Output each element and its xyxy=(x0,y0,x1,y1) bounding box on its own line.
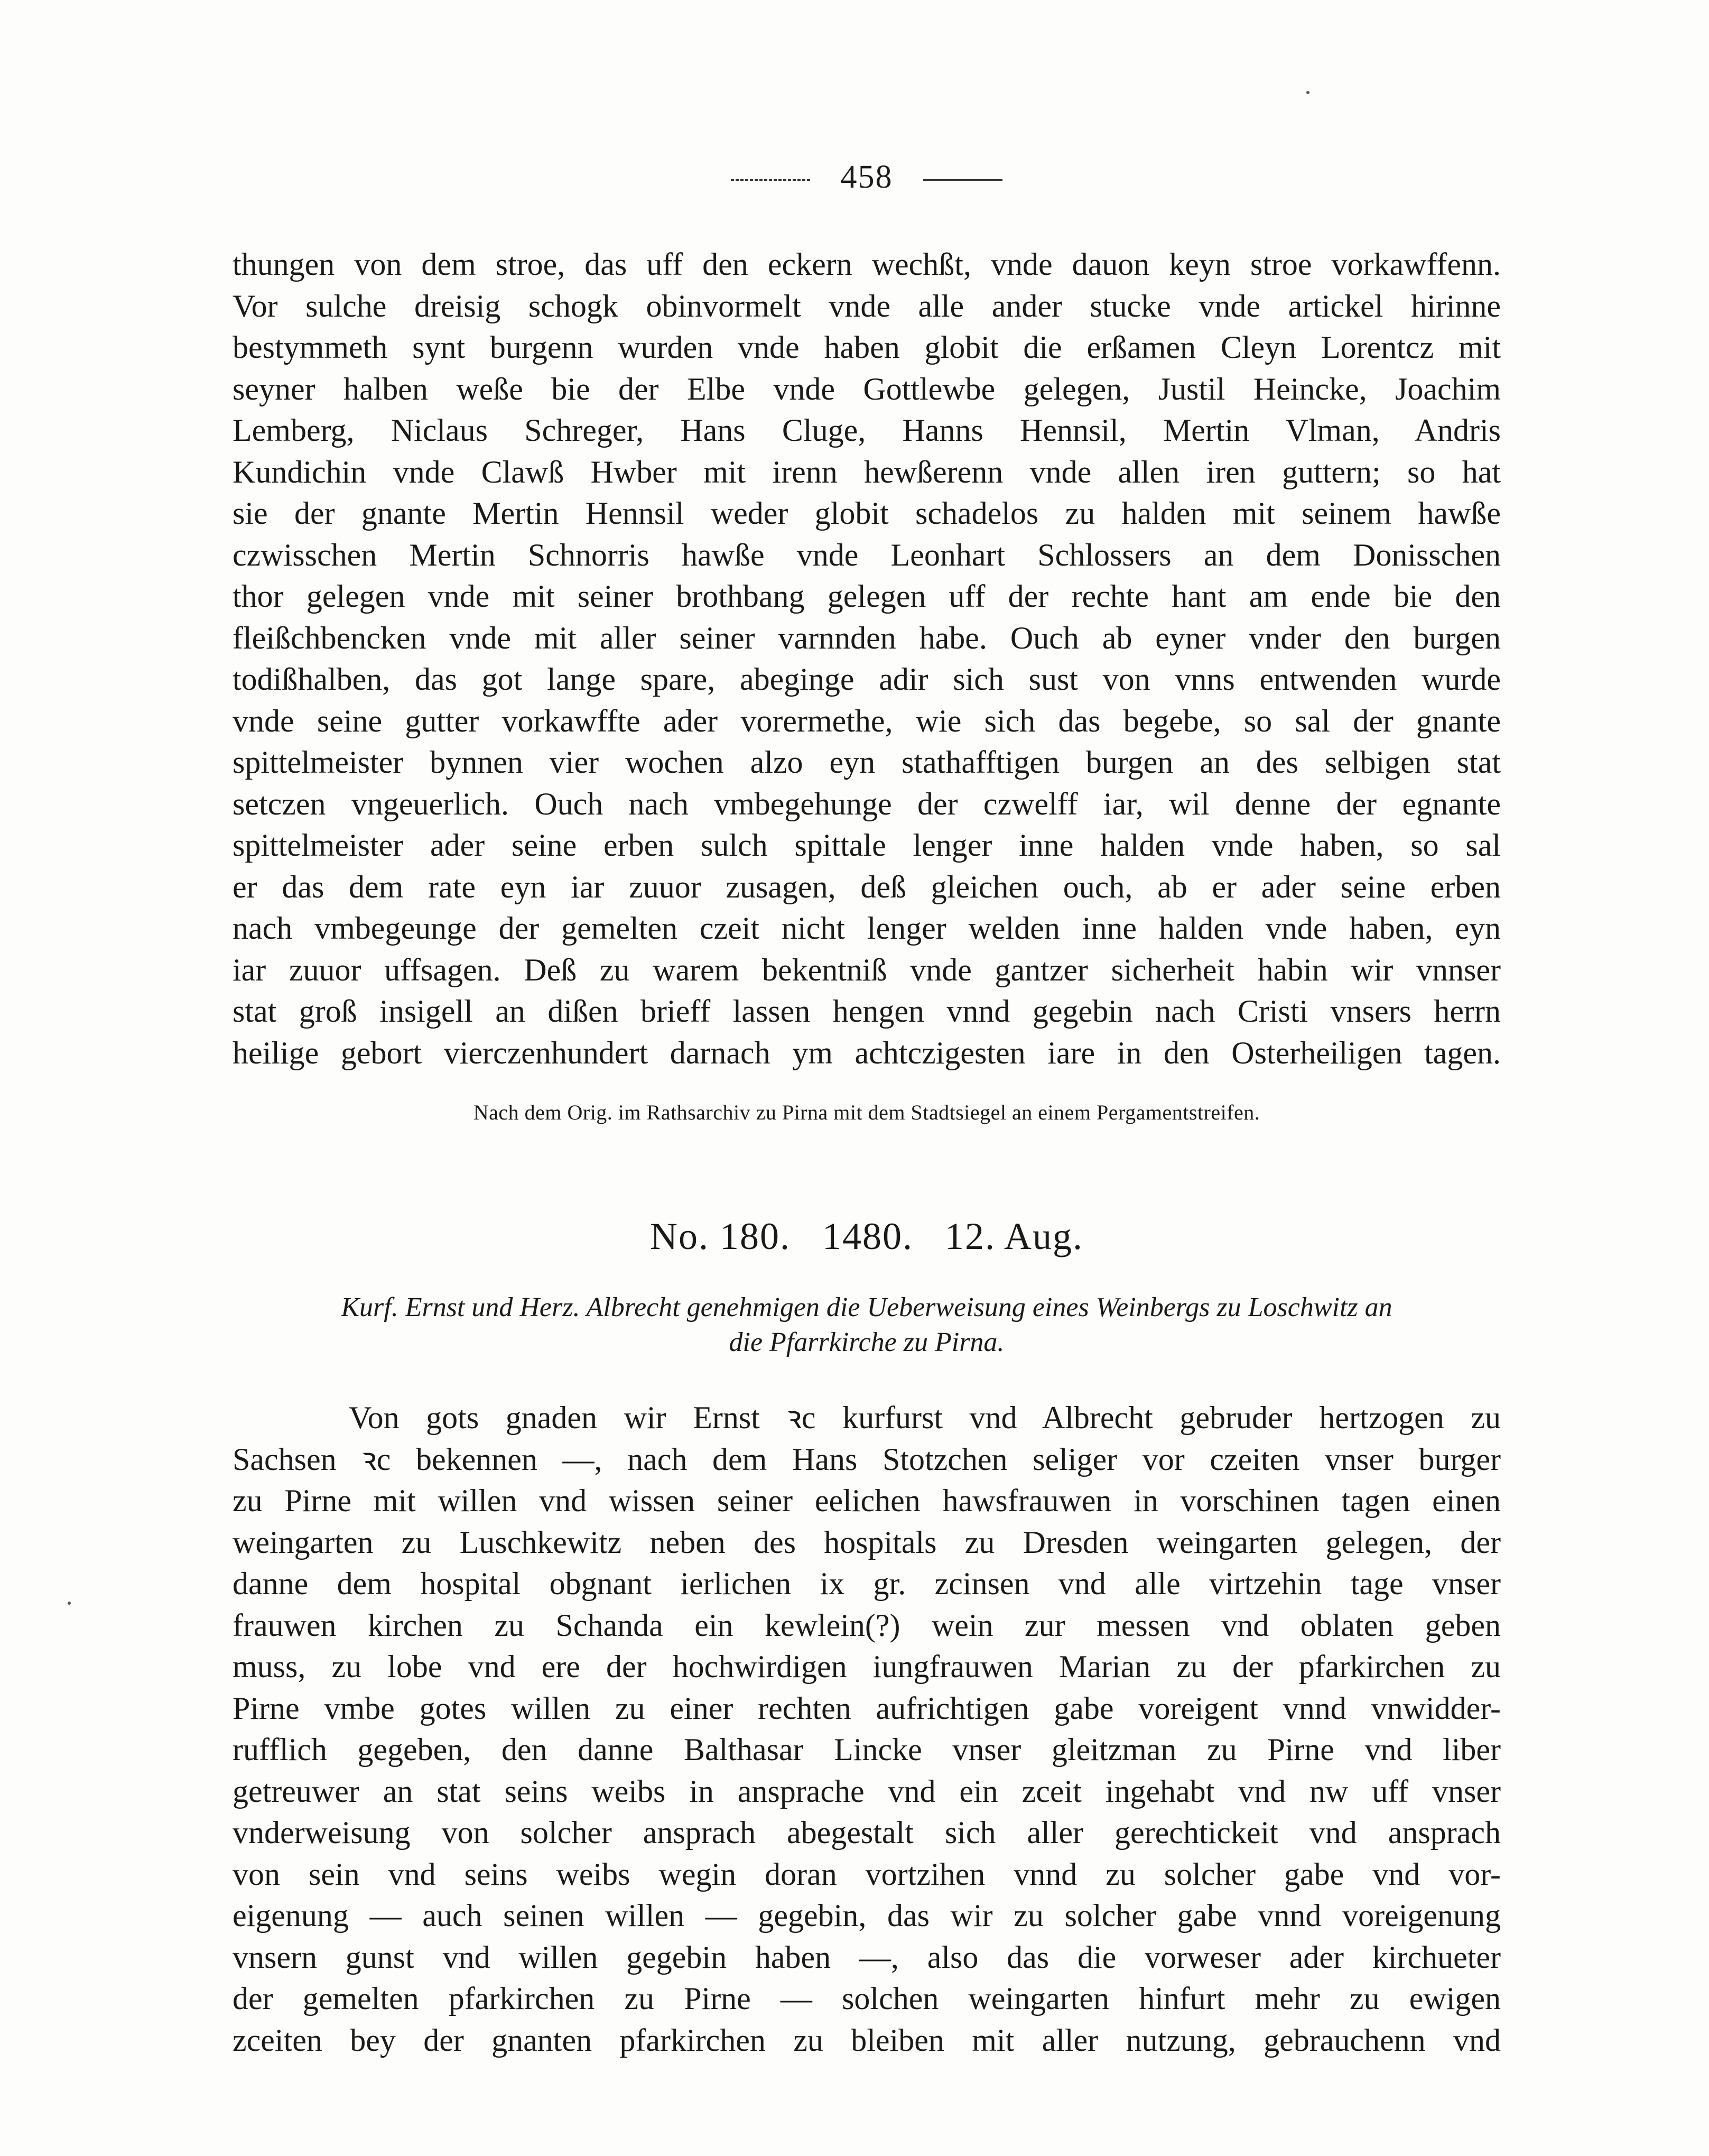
margin-speck xyxy=(68,1602,71,1605)
text-line: iar zuuor uffsagen. Deß zu warem bekentniß vnde gantzer sicherheit habin wir vnnser xyxy=(233,952,1501,987)
summary-line: Kurf. Ernst und Herz. Albrecht genehmigen die Ueberweisung eines Weinbergs zu Loschwitz an xyxy=(341,1292,1392,1322)
source-note: Nach dem Orig. im Rathsarchiv zu Pirna mit dem Stadtsiegel an einem Pergamentstreifen. xyxy=(473,1100,1260,1124)
page xyxy=(233,159,1501,2061)
margin-speck xyxy=(1306,91,1309,94)
text-line: muss, zu lobe vnd ere der hochwirdigen iungfrauwen Marian zu der pfarkirchen zu xyxy=(233,1649,1501,1684)
text-line: der gemelten pfarkirchen zu Pirne — solchen weingarten hinfurt mehr zu ewigen xyxy=(233,1981,1501,2016)
text-line: danne dem hospital obgnant ierlichen ix gr. zcinsen vnd alle virtzehin tage vnser xyxy=(233,1566,1501,1601)
lower-text-block xyxy=(233,1397,1501,2061)
page-header xyxy=(233,159,1501,196)
text-line: Kundichin vnde Clawß Hwber mit irenn hewßerenn vnde allen iren guttern; so hat xyxy=(233,454,1501,489)
text-line: Sachsen ꝛc bekennen —, nach dem Hans Stotzchen seliger vor czeiten vnser burger xyxy=(233,1441,1501,1477)
upper-text-block xyxy=(233,244,1501,1074)
text-line: setczen vngeuerlich. Ouch nach vmbegehunge der czwelff iar, wil denne der egnante xyxy=(233,786,1501,821)
text-line: thor gelegen vnde mit seiner brothbang gelegen uff der rechte hant am ende bie den xyxy=(233,579,1501,614)
text-line: er das dem rate eyn iar zuuor zusagen, deß gleichen ouch, ab er ader seine erben xyxy=(233,869,1501,904)
text-line: thungen von dem stroe, das uff den eckern wechßt, vnde dauon keyn stroe vorkawffenn. xyxy=(233,247,1501,282)
summary-line: die Pfarrkirche zu Pirna. xyxy=(729,1327,1005,1357)
header-rule-right xyxy=(923,179,1002,181)
text-line: vnde seine gutter vorkawffte ader vorermethe, wie sich das begebe, so sal der gnante xyxy=(233,703,1501,738)
text-line: nach vmbegeunge der gemelten czeit nicht lenger welden inne halden vnde haben, eyn xyxy=(233,911,1501,946)
document-heading: No. 180. 1480. 12. Aug. xyxy=(649,1215,1084,1257)
text-line: Pirne vmbe gotes willen zu einer rechten aufrichtigen gabe voreigent vnnd vnwidder- xyxy=(233,1690,1501,1726)
text-line: todißhalben, das got lange spare, abeginge adir sich sust von vnns entwenden wurde xyxy=(233,662,1501,697)
text-line: spittelmeister bynnen vier wochen alzo eyn stathafftigen burgen an des selbigen stat xyxy=(233,745,1501,780)
text-line: heilige gebort vierczenhundert darnach ym achtczigesten iare in den Osterheiligen tagen. xyxy=(233,1035,1501,1070)
text-line: vnsern gunst vnd willen gegebin haben —, also das die vorweser ader kirchueter xyxy=(233,1939,1501,1975)
text-line: Vor sulche dreisig schogk obinvormelt vnde alle ander stucke vnde artickel hirinne xyxy=(233,288,1501,323)
text-line-first: Von gots gnaden wir Ernst ꝛc kurfurst vnd Albrecht gebruder hertzogen zu xyxy=(349,1400,1501,1435)
text-line: frauwen kirchen zu Schanda ein kewlein(?) wein zur messen vnd oblaten geben xyxy=(233,1607,1501,1643)
document-summary xyxy=(233,1290,1501,1360)
text-line: getreuwer an stat seins weibs in ansprache vnd ein zceit ingehabt vnd nw uff vnser xyxy=(233,1773,1501,1809)
text-line: zu Pirne mit willen vnd wissen seiner eelichen hawsfrauwen in vorschinen tagen einen xyxy=(233,1483,1501,1518)
header-rule-left xyxy=(731,179,810,181)
text-line: weingarten zu Luschkewitz neben des hospitals zu Dresden weingarten gelegen, der xyxy=(233,1524,1501,1560)
text-line: bestymmeth synt burgenn wurden vnde haben globit die erßamen Cleyn Lorentcz mit xyxy=(233,330,1501,365)
text-line: rufflich gegeben, den danne Balthasar Lincke vnser gleitzman zu Pirne vnd liber xyxy=(233,1732,1501,1767)
text-line: fleißchbencken vnde mit aller seiner varnnden habe. Ouch ab eyner vnder den burgen xyxy=(233,620,1501,655)
text-line: sie der gnante Mertin Hennsil weder globit schadelos zu halden mit seinem hawße xyxy=(233,496,1501,531)
text-line: stat groß insigell an dißen brieff lassen hengen vnnd gegebin nach Cristi vnsers herrn xyxy=(233,994,1501,1029)
page-number: 458 xyxy=(840,159,893,195)
text-line: von sein vnd seins weibs wegin doran vortzihen vnnd zu solcher gabe vnd vor- xyxy=(233,1856,1501,1892)
text-line: vnderweisung von solcher ansprach abegestalt sich aller gerechtickeit vnd ansprach xyxy=(233,1815,1501,1850)
text-line: Lemberg, Niclaus Schreger, Hans Cluge, Hanns Hennsil, Mertin Vlman, Andris xyxy=(233,413,1501,448)
text-line: seyner halben weße bie der Elbe vnde Gottlewbe gelegen, Justil Heincke, Joachim xyxy=(233,371,1501,406)
text-line: czwisschen Mertin Schnorris hawße vnde Leonhart Schlossers an dem Donisschen xyxy=(233,537,1501,572)
text-line: zceiten bey der gnanten pfarkirchen zu bleiben mit aller nutzung, gebrauchenn vnd xyxy=(233,2022,1501,2058)
text-line: eigenung — auch seinen willen — gegebin, das wir zu solcher gabe vnnd voreigenung xyxy=(233,1898,1501,1933)
text-line: spittelmeister ader seine erben sulch spittale lenger inne halden vnde haben, so sal xyxy=(233,828,1501,863)
